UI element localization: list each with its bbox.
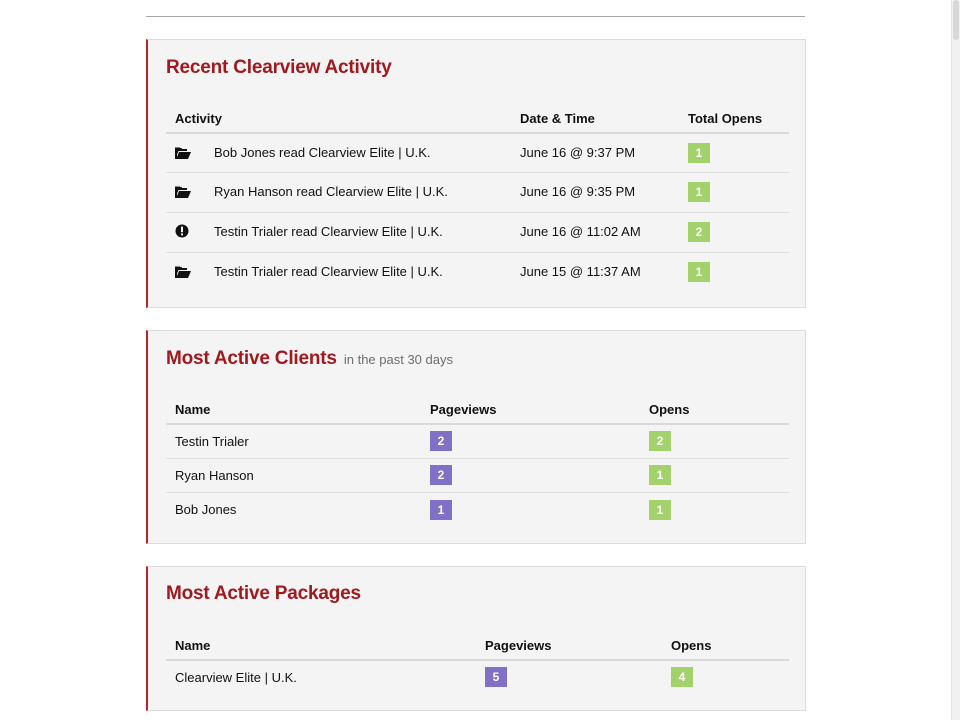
col-pageviews: Pageviews — [430, 402, 497, 417]
activity-row[interactable] — [166, 134, 789, 173]
pageviews-badge: 2 — [430, 431, 452, 451]
col-opens: Opens — [649, 402, 690, 417]
most-active-packages-panel — [146, 566, 806, 711]
recent-activity-panel — [146, 39, 806, 308]
pageviews-badge: 5 — [485, 667, 507, 687]
opens-badge: 1 — [649, 500, 671, 520]
most-active-clients-title — [166, 348, 453, 370]
client-name: Bob Jones — [175, 502, 237, 517]
opens-badge: 2 — [649, 431, 671, 451]
activity-datetime: June 15 @ 11:37 AM — [520, 264, 641, 279]
folder-open-icon — [175, 265, 191, 279]
opens-badge: 1 — [688, 262, 710, 282]
most-active-packages-title: Most Active Packages — [166, 583, 361, 604]
opens-badge: 1 — [688, 143, 710, 163]
clients-table-header — [166, 389, 789, 425]
activity-table-header — [166, 98, 789, 134]
client-row[interactable] — [166, 425, 789, 459]
opens-badge: 2 — [688, 222, 710, 242]
activity-datetime: June 16 @ 9:35 PM — [520, 184, 636, 199]
activity-text: Testin Trialer read Clearview Elite | U.K. — [214, 224, 443, 239]
activity-datetime: June 16 @ 9:37 PM — [520, 145, 636, 160]
client-row[interactable] — [166, 493, 789, 526]
scrollbar-thumb[interactable] — [953, 0, 959, 40]
client-name: Testin Trialer — [175, 434, 249, 449]
recent-activity-title: Recent Clearview Activity — [166, 57, 392, 78]
folder-open-icon — [175, 146, 191, 160]
activity-row[interactable] — [166, 213, 789, 253]
pageviews-badge: 1 — [430, 500, 452, 520]
alert-circle-icon — [175, 224, 189, 238]
col-total-opens: Total Opens — [688, 111, 763, 126]
most-active-clients-panel — [146, 330, 806, 544]
col-date-time: Date & Time — [520, 111, 595, 126]
col-name: Name — [175, 402, 211, 417]
activity-row[interactable] — [166, 253, 789, 292]
package-name: Clearview Elite | U.K. — [175, 670, 297, 685]
package-row[interactable] — [166, 661, 789, 695]
folder-open-icon — [175, 185, 191, 199]
activity-text: Testin Trialer read Clearview Elite | U.K. — [214, 264, 443, 279]
opens-badge: 1 — [649, 465, 671, 485]
activity-row[interactable] — [166, 173, 789, 213]
col-activity: Activity — [175, 111, 222, 126]
col-opens: Opens — [671, 638, 712, 653]
top-divider — [146, 16, 805, 17]
client-row[interactable] — [166, 459, 789, 493]
pageviews-badge: 2 — [430, 465, 452, 485]
client-name: Ryan Hanson — [175, 468, 254, 483]
col-name: Name — [175, 638, 211, 653]
clients-title-text: Most Active Clients — [166, 348, 337, 369]
opens-badge: 1 — [688, 182, 710, 202]
opens-badge: 4 — [671, 667, 693, 687]
col-pageviews: Pageviews — [485, 638, 552, 653]
packages-table-header — [166, 625, 789, 661]
activity-text: Bob Jones read Clearview Elite | U.K. — [214, 145, 431, 160]
activity-text: Ryan Hanson read Clearview Elite | U.K. — [214, 184, 448, 199]
clients-subtitle: in the past 30 days — [343, 352, 453, 367]
activity-datetime: June 16 @ 11:02 AM — [520, 224, 641, 239]
page-scrollbar[interactable] — [951, 0, 960, 720]
